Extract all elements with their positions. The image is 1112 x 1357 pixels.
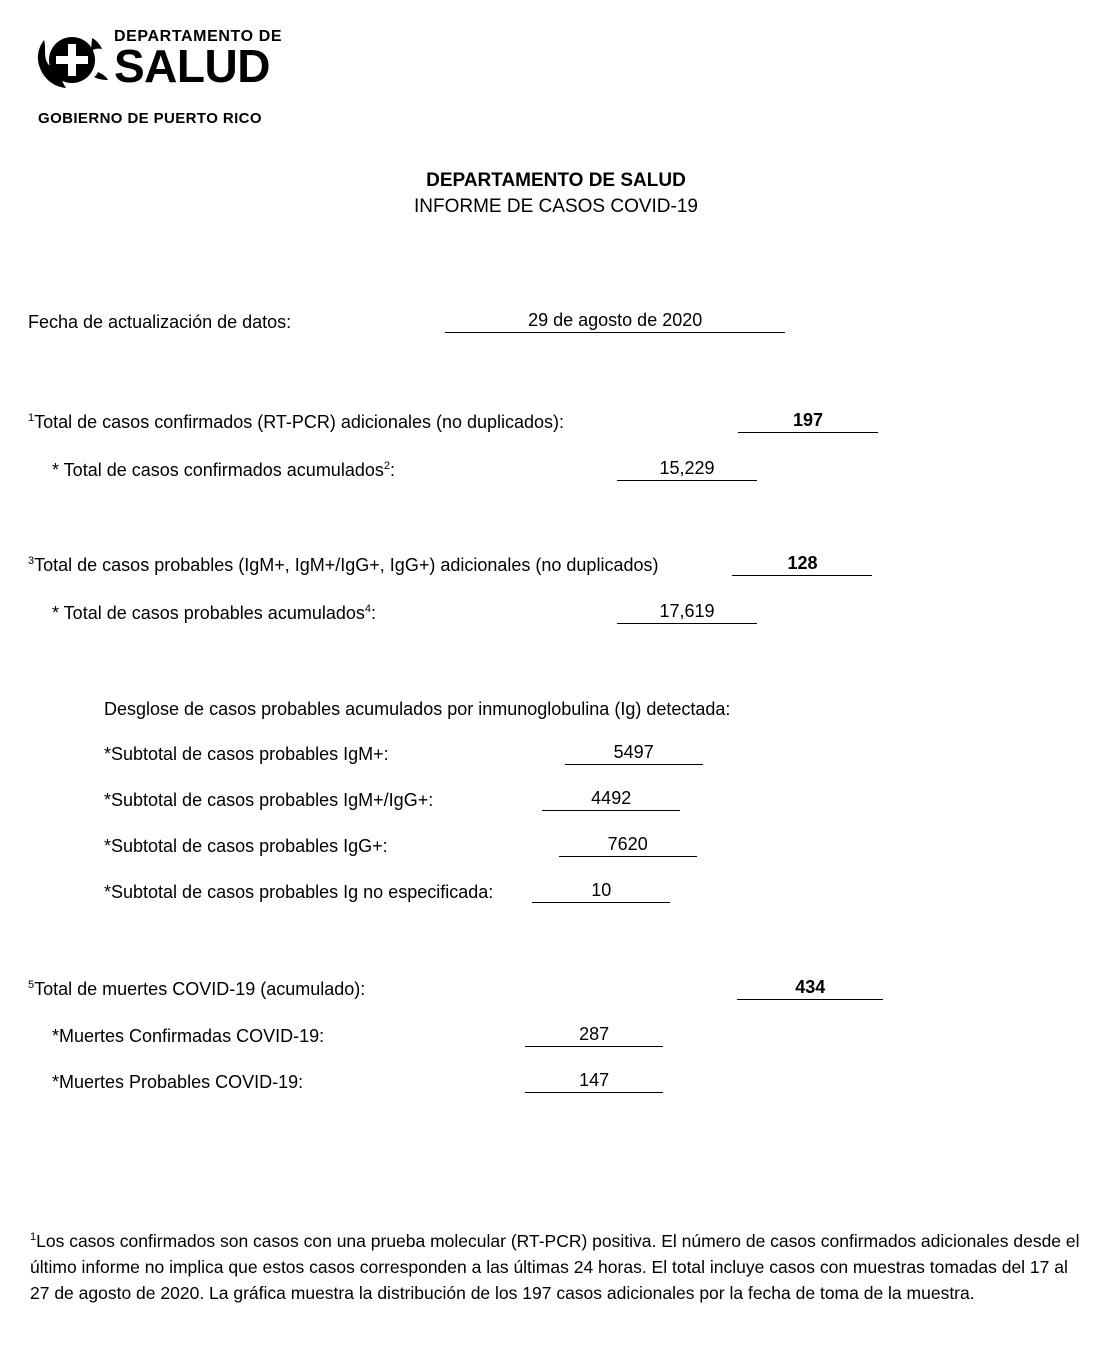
deaths-total-label: $^5$Total de muertes COVID-19 (acumulado): <box>28 979 366 999</box>
logo-line-salud: SALUD <box>114 40 270 92</box>
medical-cross-icon <box>36 32 108 94</box>
footnote-number: 1 <box>30 1231 37 1244</box>
breakdown-heading-text: Desglose de casos probables acumulados por inmunoglobulina (Ig) detectada: <box>104 699 731 719</box>
deaths-total-row <box>28 977 883 1000</box>
update-date-row <box>28 310 785 333</box>
probable-additional-value: 128 <box>732 553 872 576</box>
confirmed-accumulated-row <box>52 458 757 481</box>
igm-igg-value: 4492 <box>542 788 680 811</box>
confirmed-additional-value: 197 <box>738 410 878 433</box>
probable-accumulated-label: * Total de casos probables acumulados$^4$: <box>52 603 377 623</box>
ig-unspecified-value: 10 <box>532 880 670 903</box>
logo-line-gobierno: GOBIERNO DE PUERTO RICO <box>38 110 262 127</box>
confirmed-accumulated-value: 15,229 <box>617 458 757 481</box>
logo-line-departamento: DEPARTAMENTO DE <box>114 28 283 45</box>
deaths-confirmed-value: 287 <box>525 1024 663 1047</box>
footnote-1 <box>30 1228 1082 1306</box>
probable-additional-label: $^3$Total de casos probables (IgM+, IgM+/IgG+, IgG+) adicionales (no duplicados) <box>28 555 659 575</box>
igm-igg-label: *Subtotal de casos probables IgM+/IgG+: <box>104 790 434 810</box>
footnote-marker-5: 5 <box>28 979 35 991</box>
igm-label: *Subtotal de casos probables IgM+: <box>104 744 389 764</box>
igg-value: 7620 <box>559 834 697 857</box>
agency-logo <box>36 18 456 128</box>
deaths-confirmed-row <box>52 1024 663 1047</box>
footnote-text: Los casos confirmados son casos con una prueba molecular (RT-PCR) positiva. El número de casos confirmados adicionales desde el último informe no implica que estos casos corresponden a las últimas 24 horas. El total incluye casos con muestras tomadas del 17 al 27 de agosto de 2020. La gráfica muestra la distribución de los 197 casos adicionales por la fecha de toma de la muestra. <box>30 1231 1080 1303</box>
probable-additional-row <box>28 553 872 576</box>
deaths-confirmed-label: *Muertes Confirmadas COVID-19: <box>52 1026 325 1046</box>
update-date-label: Fecha de actualización de datos: <box>28 312 292 332</box>
deaths-probable-row <box>52 1070 663 1093</box>
probable-accumulated-value: 17,619 <box>617 601 757 624</box>
breakdown-heading <box>104 698 730 720</box>
igm-igg-row <box>104 788 680 811</box>
igm-value: 5497 <box>565 742 703 765</box>
footnote-marker-1: 1 <box>28 412 35 424</box>
page-title-block <box>0 168 1112 220</box>
ig-unspecified-label: *Subtotal de casos probables Ig no especificada: <box>104 882 494 902</box>
page-title: DEPARTAMENTO DE SALUD <box>426 170 686 191</box>
footnote-marker-2: 2 <box>383 460 390 472</box>
footnote-marker-4: 4 <box>364 603 371 615</box>
page-subtitle: INFORME DE CASOS COVID-19 <box>414 196 698 217</box>
igm-row <box>104 742 703 765</box>
deaths-total-value: 434 <box>737 977 883 1000</box>
confirmed-additional-label: $^1$Total de casos confirmados (RT-PCR) adicionales (no duplicados): <box>28 412 565 432</box>
igg-label: *Subtotal de casos probables IgG+: <box>104 836 388 856</box>
ig-unspecified-row <box>104 880 670 903</box>
footnote-marker-3: 3 <box>28 555 35 567</box>
deaths-probable-value: 147 <box>525 1070 663 1093</box>
update-date-value: 29 de agosto de 2020 <box>445 310 785 333</box>
probable-accumulated-row <box>52 601 757 624</box>
logo-wordmark <box>114 28 444 92</box>
confirmed-additional-row <box>28 410 878 433</box>
igg-row <box>104 834 697 857</box>
confirmed-accumulated-label: * Total de casos confirmados acumulados$^2$: <box>52 460 395 480</box>
deaths-probable-label: *Muertes Probables COVID-19: <box>52 1072 304 1092</box>
